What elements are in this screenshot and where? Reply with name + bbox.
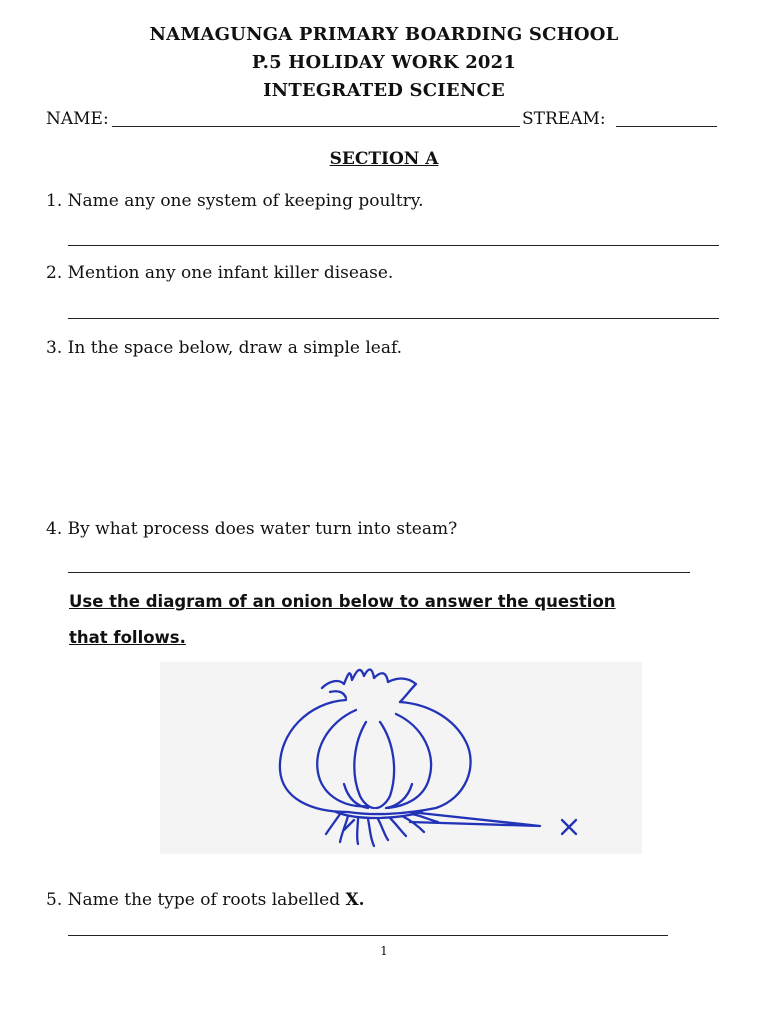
question-3 [46,338,402,358]
question-text: In the space below, draw a simple leaf. [67,338,403,358]
drawing-space[interactable] [68,370,719,500]
onion-drawing [160,662,642,854]
question-2 [46,263,393,283]
question-text: Name any one system of keeping poultry. [67,191,424,211]
holiday-work-title: P.5 HOLIDAY WORK 2021 [251,52,517,73]
onion-diagram [160,662,642,854]
question-text: Mention any one infant killer disease. [67,263,394,283]
diagram-instruction-line-1: Use the diagram of an onion below to answer the question [69,592,616,611]
stream-label: STREAM: [522,109,606,129]
question-text: By what process does water turn into steam? [67,519,458,539]
page-number: 1 [380,944,388,958]
question-4 [46,519,457,539]
root [357,818,358,844]
answer-line-2[interactable] [68,318,719,319]
answer-line-5[interactable] [68,935,668,936]
section-heading: SECTION A [329,149,439,169]
name-field[interactable] [112,126,520,127]
question-5 [46,890,365,910]
question-number: 2. [46,263,63,283]
question-label-x: X. [345,890,365,910]
question-1 [46,191,424,211]
question-number: 4. [46,519,63,539]
question-number: 1. [46,191,63,211]
diagram-instruction-line-2: that follows. [69,628,186,647]
question-number: 5. [46,890,63,910]
school-name: NAMAGUNGA PRIMARY BOARDING SCHOOL [149,24,619,45]
answer-line-4[interactable] [68,572,690,573]
question-number: 3. [46,338,63,358]
stream-field[interactable] [616,126,717,127]
subject-title: INTEGRATED SCIENCE [263,80,505,101]
answer-line-1[interactable] [68,245,719,246]
question-text: Name the type of roots labelled [67,890,346,910]
name-label: NAME: [46,109,109,129]
